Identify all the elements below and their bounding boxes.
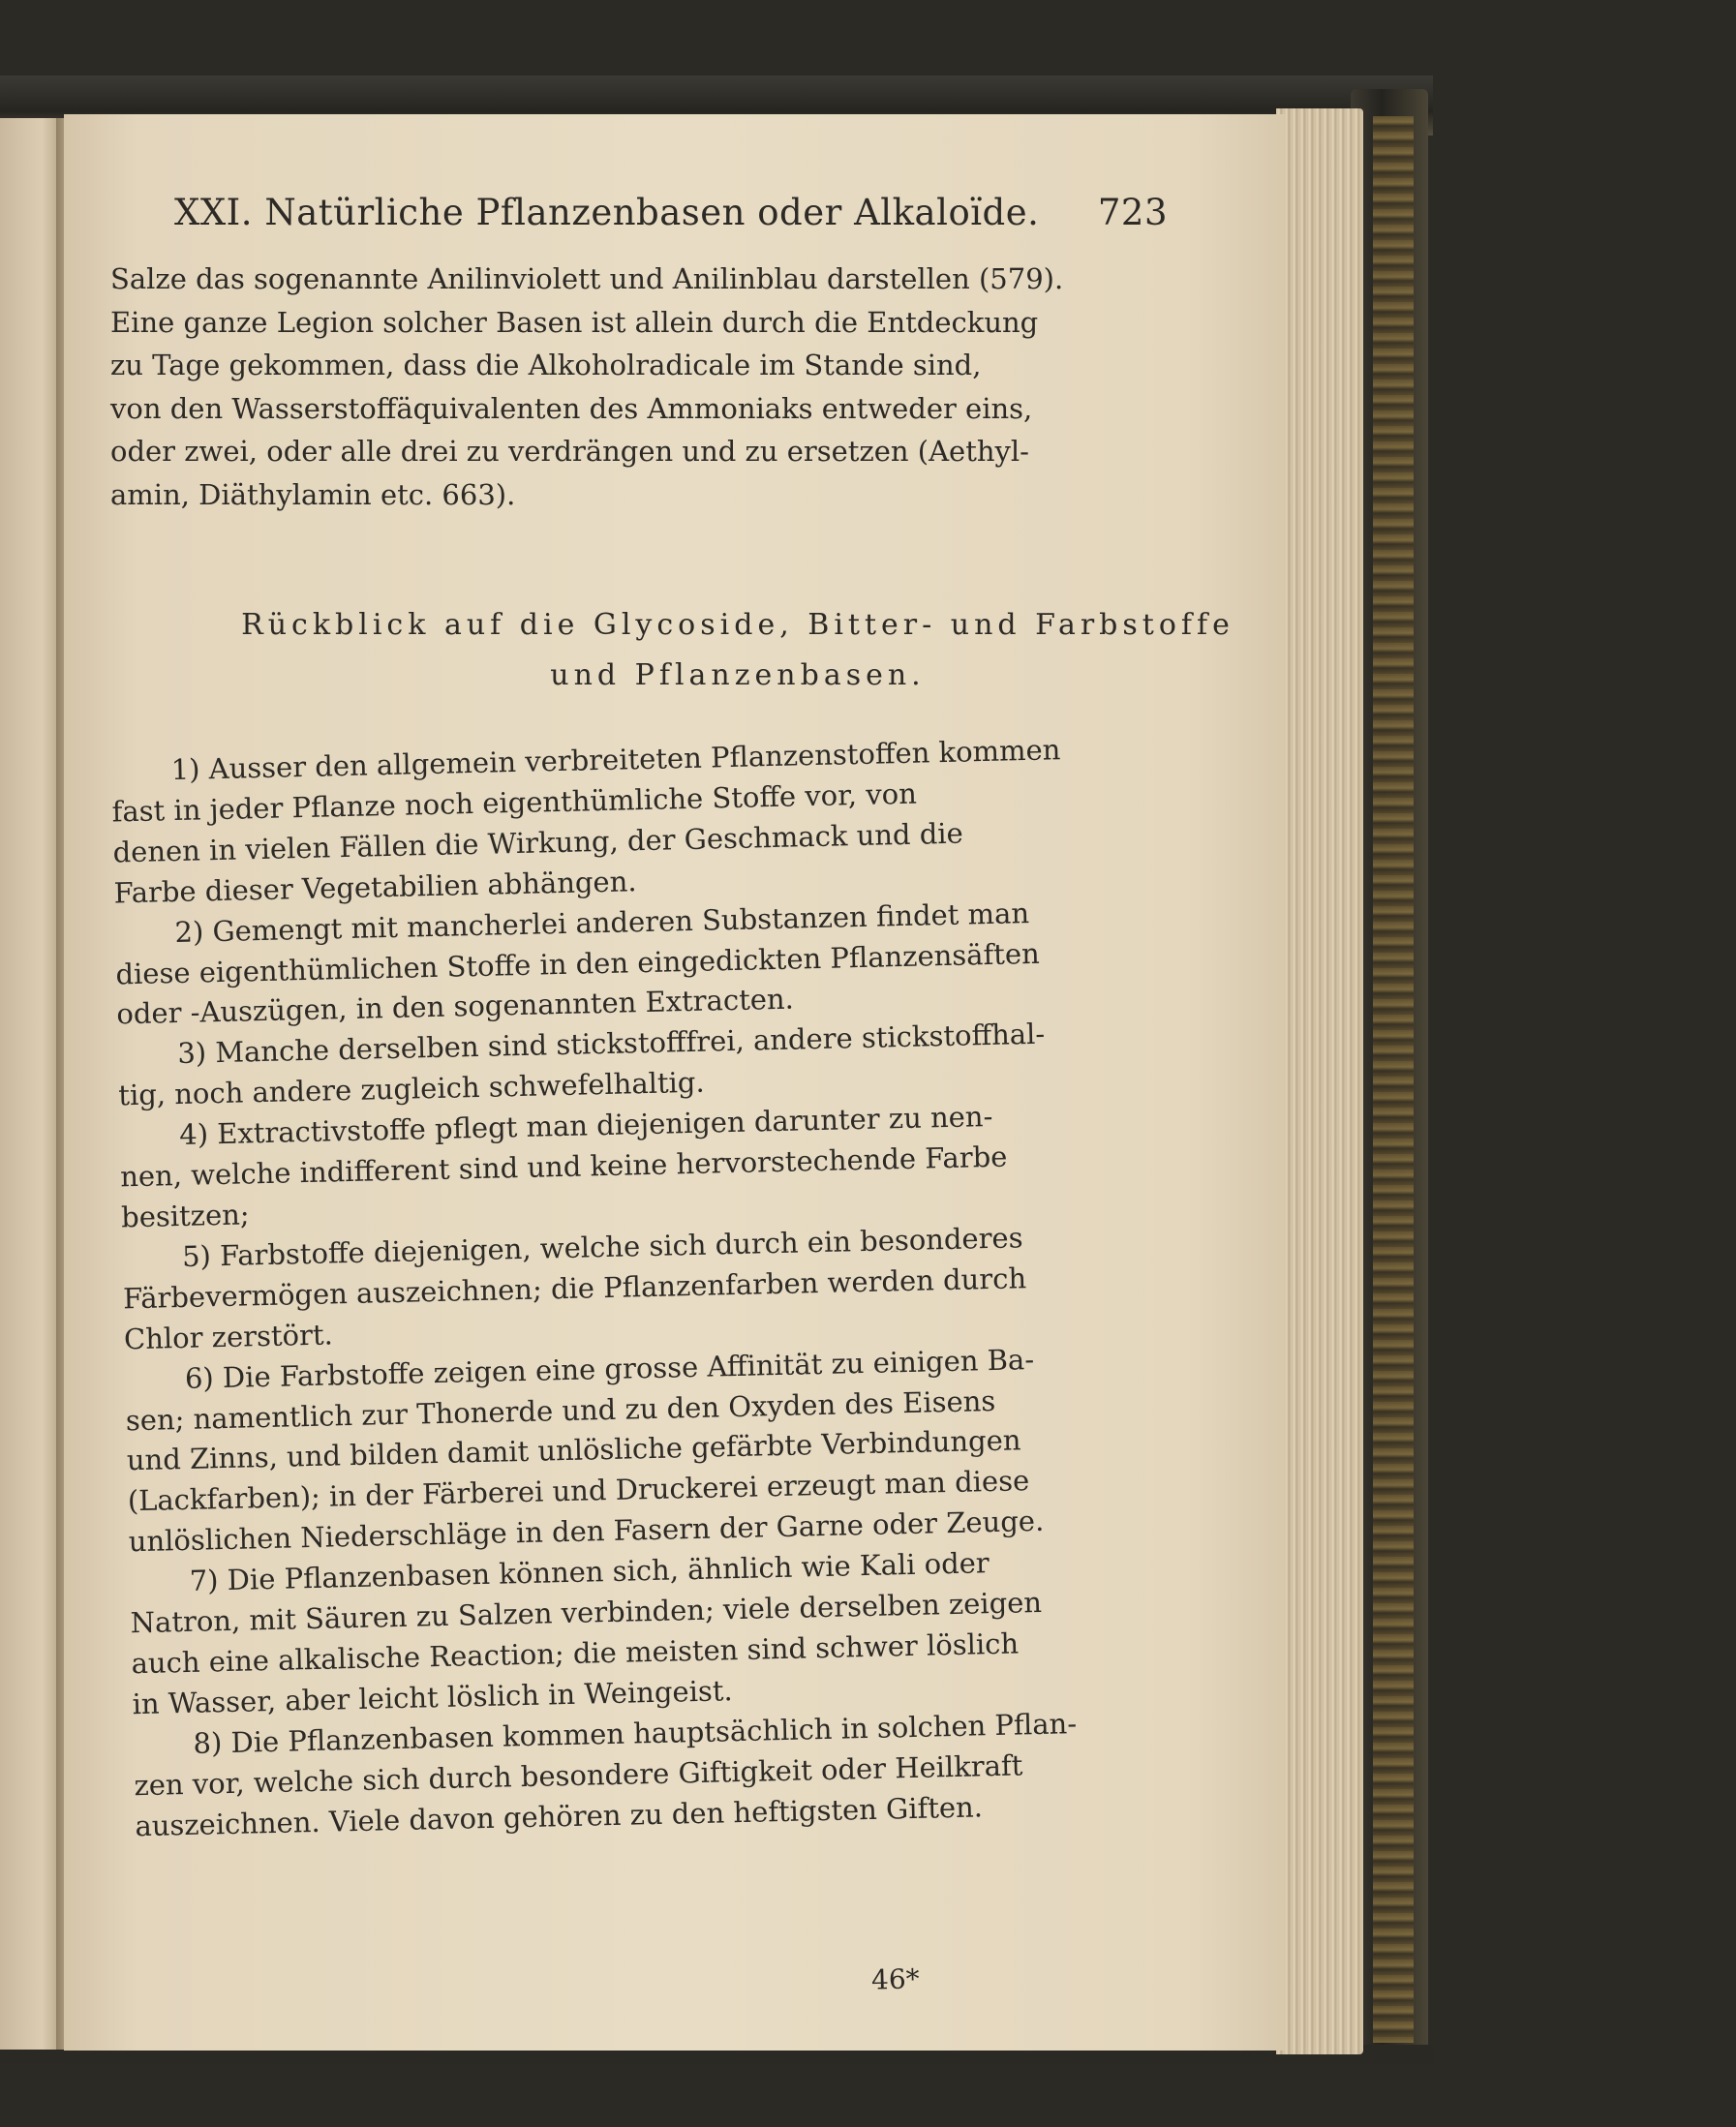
numbered-point-start: 2) Gemengt mit mancherlei anderen Substanzen findet man <box>174 896 1030 949</box>
section-heading-line-1: Rückblick auf die Glycoside, Bitter- und Farbstoffe <box>241 608 1234 642</box>
text-line: denen in vielen Fällen die Wirkung, der Geschmack und die <box>112 816 964 869</box>
text-line: unlöslichen Niederschläge in den Fasern der Garne oder Zeuge. <box>128 1504 1045 1559</box>
text-line: sen; namentlich zur Thonerde und zu den Oxyden des Eisens <box>125 1383 996 1437</box>
text-line: oder -Auszügen, in den sogenannten Extracten. <box>116 983 795 1031</box>
text-line: zu Tage gekommen, dass die Alkoholradicale im Stande sind, <box>110 349 982 381</box>
numbered-point-start: 3) Manche derselben sind stickstofffrei, andere stickstoffhal- <box>176 1018 1046 1071</box>
text-line: Eine ganze Legion solcher Basen ist allein durch die Entdeckung <box>110 305 1039 339</box>
left-page-edge <box>0 118 60 2050</box>
section-heading <box>64 600 1286 701</box>
header-title: XXI. Natürliche Pflanzenbasen oder Alkaloïde. <box>174 192 1040 233</box>
text-line: diese eigenthümlichen Stoffe in den eingedickten Pflanzensäften <box>115 936 1041 990</box>
page-edges-stack <box>1276 108 1363 2054</box>
text-line: besitzen; <box>120 1198 250 1234</box>
text-line: auch eine alkalische Reaction; die meisten sind schwer löslich <box>131 1626 1020 1681</box>
text-line: amin, Diäthylamin etc. 663). <box>110 477 516 511</box>
section-heading-line-2: und Pflanzenbasen. <box>550 658 926 692</box>
text-line: zen vor, welche sich durch besondere Giftigkeit oder Heilkraft <box>134 1748 1023 1802</box>
numbered-point-start: 1) Ausser den allgemein verbreiteten Pflanzenstoffen kommen <box>170 733 1061 787</box>
numbered-point-start: 5) Farbstoffe diejenigen, welche sich durch ein besonderes <box>181 1221 1023 1273</box>
signature-mark: 46* <box>870 1962 921 1996</box>
running-header <box>174 192 1168 233</box>
intro-paragraph <box>110 258 1156 516</box>
text-line: oder zwei, oder alle drei zu verdrängen und zu ersetzen (Aethyl- <box>110 435 1029 468</box>
numbered-point-start: 4) Extractivstoffe pflegt man diejenigen darunter zu nen- <box>178 1100 993 1152</box>
numbered-point-start: 6) Die Farbstoffe zeigen eine grosse Affinität zu einigen Ba- <box>184 1342 1035 1395</box>
text-line: Natron, mit Säuren zu Salzen verbinden; viele derselben zeigen <box>130 1585 1043 1640</box>
text-line: Salze das sogenannte Anilinviolett und Anilinblau darstellen (579). <box>110 262 1064 295</box>
text-line: Farbe dieser Vegetabilien abhängen. <box>113 864 637 910</box>
text-line: Färbevermögen auszeichnen; die Pflanzenfarben werden durch <box>122 1261 1027 1316</box>
text-line: von den Wasserstoffäquivalenten des Ammoniaks entweder eins, <box>110 391 1033 425</box>
text-line: fast in jeder Pflanze noch eigenthümliche Stoffe vor, von <box>111 776 918 829</box>
text-line: in Wasser, aber leicht löslich in Weingeist. <box>132 1674 734 1721</box>
text-line: (Lackfarben); in der Färberei und Druckerei erzeugt man diese <box>127 1464 1030 1518</box>
text-line: nen, welche indifferent sind und keine hervorstechende Farbe <box>119 1139 1008 1194</box>
text-line: Chlor zerstört. <box>123 1318 334 1356</box>
text-line: auszeichnen. Viele davon gehören zu den heftigsten Giften. <box>135 1789 984 1842</box>
numbered-point-start: 7) Die Pflanzenbasen können sich, ähnlich wie Kali oder <box>189 1546 990 1597</box>
right-page <box>64 114 1286 2051</box>
page-number: 723 <box>1097 192 1168 233</box>
summary-list <box>110 728 1180 1847</box>
numbered-point-start: 8) Die Pflanzenbasen kommen hauptsächlich in solchen Pflan- <box>193 1706 1078 1760</box>
text-line: tig, noch andere zugleich schwefelhaltig. <box>117 1065 705 1112</box>
book-spine-edge <box>1373 116 1414 2043</box>
text-line: und Zinns, und bilden damit unlösliche gefärbte Verbindungen <box>126 1423 1021 1477</box>
